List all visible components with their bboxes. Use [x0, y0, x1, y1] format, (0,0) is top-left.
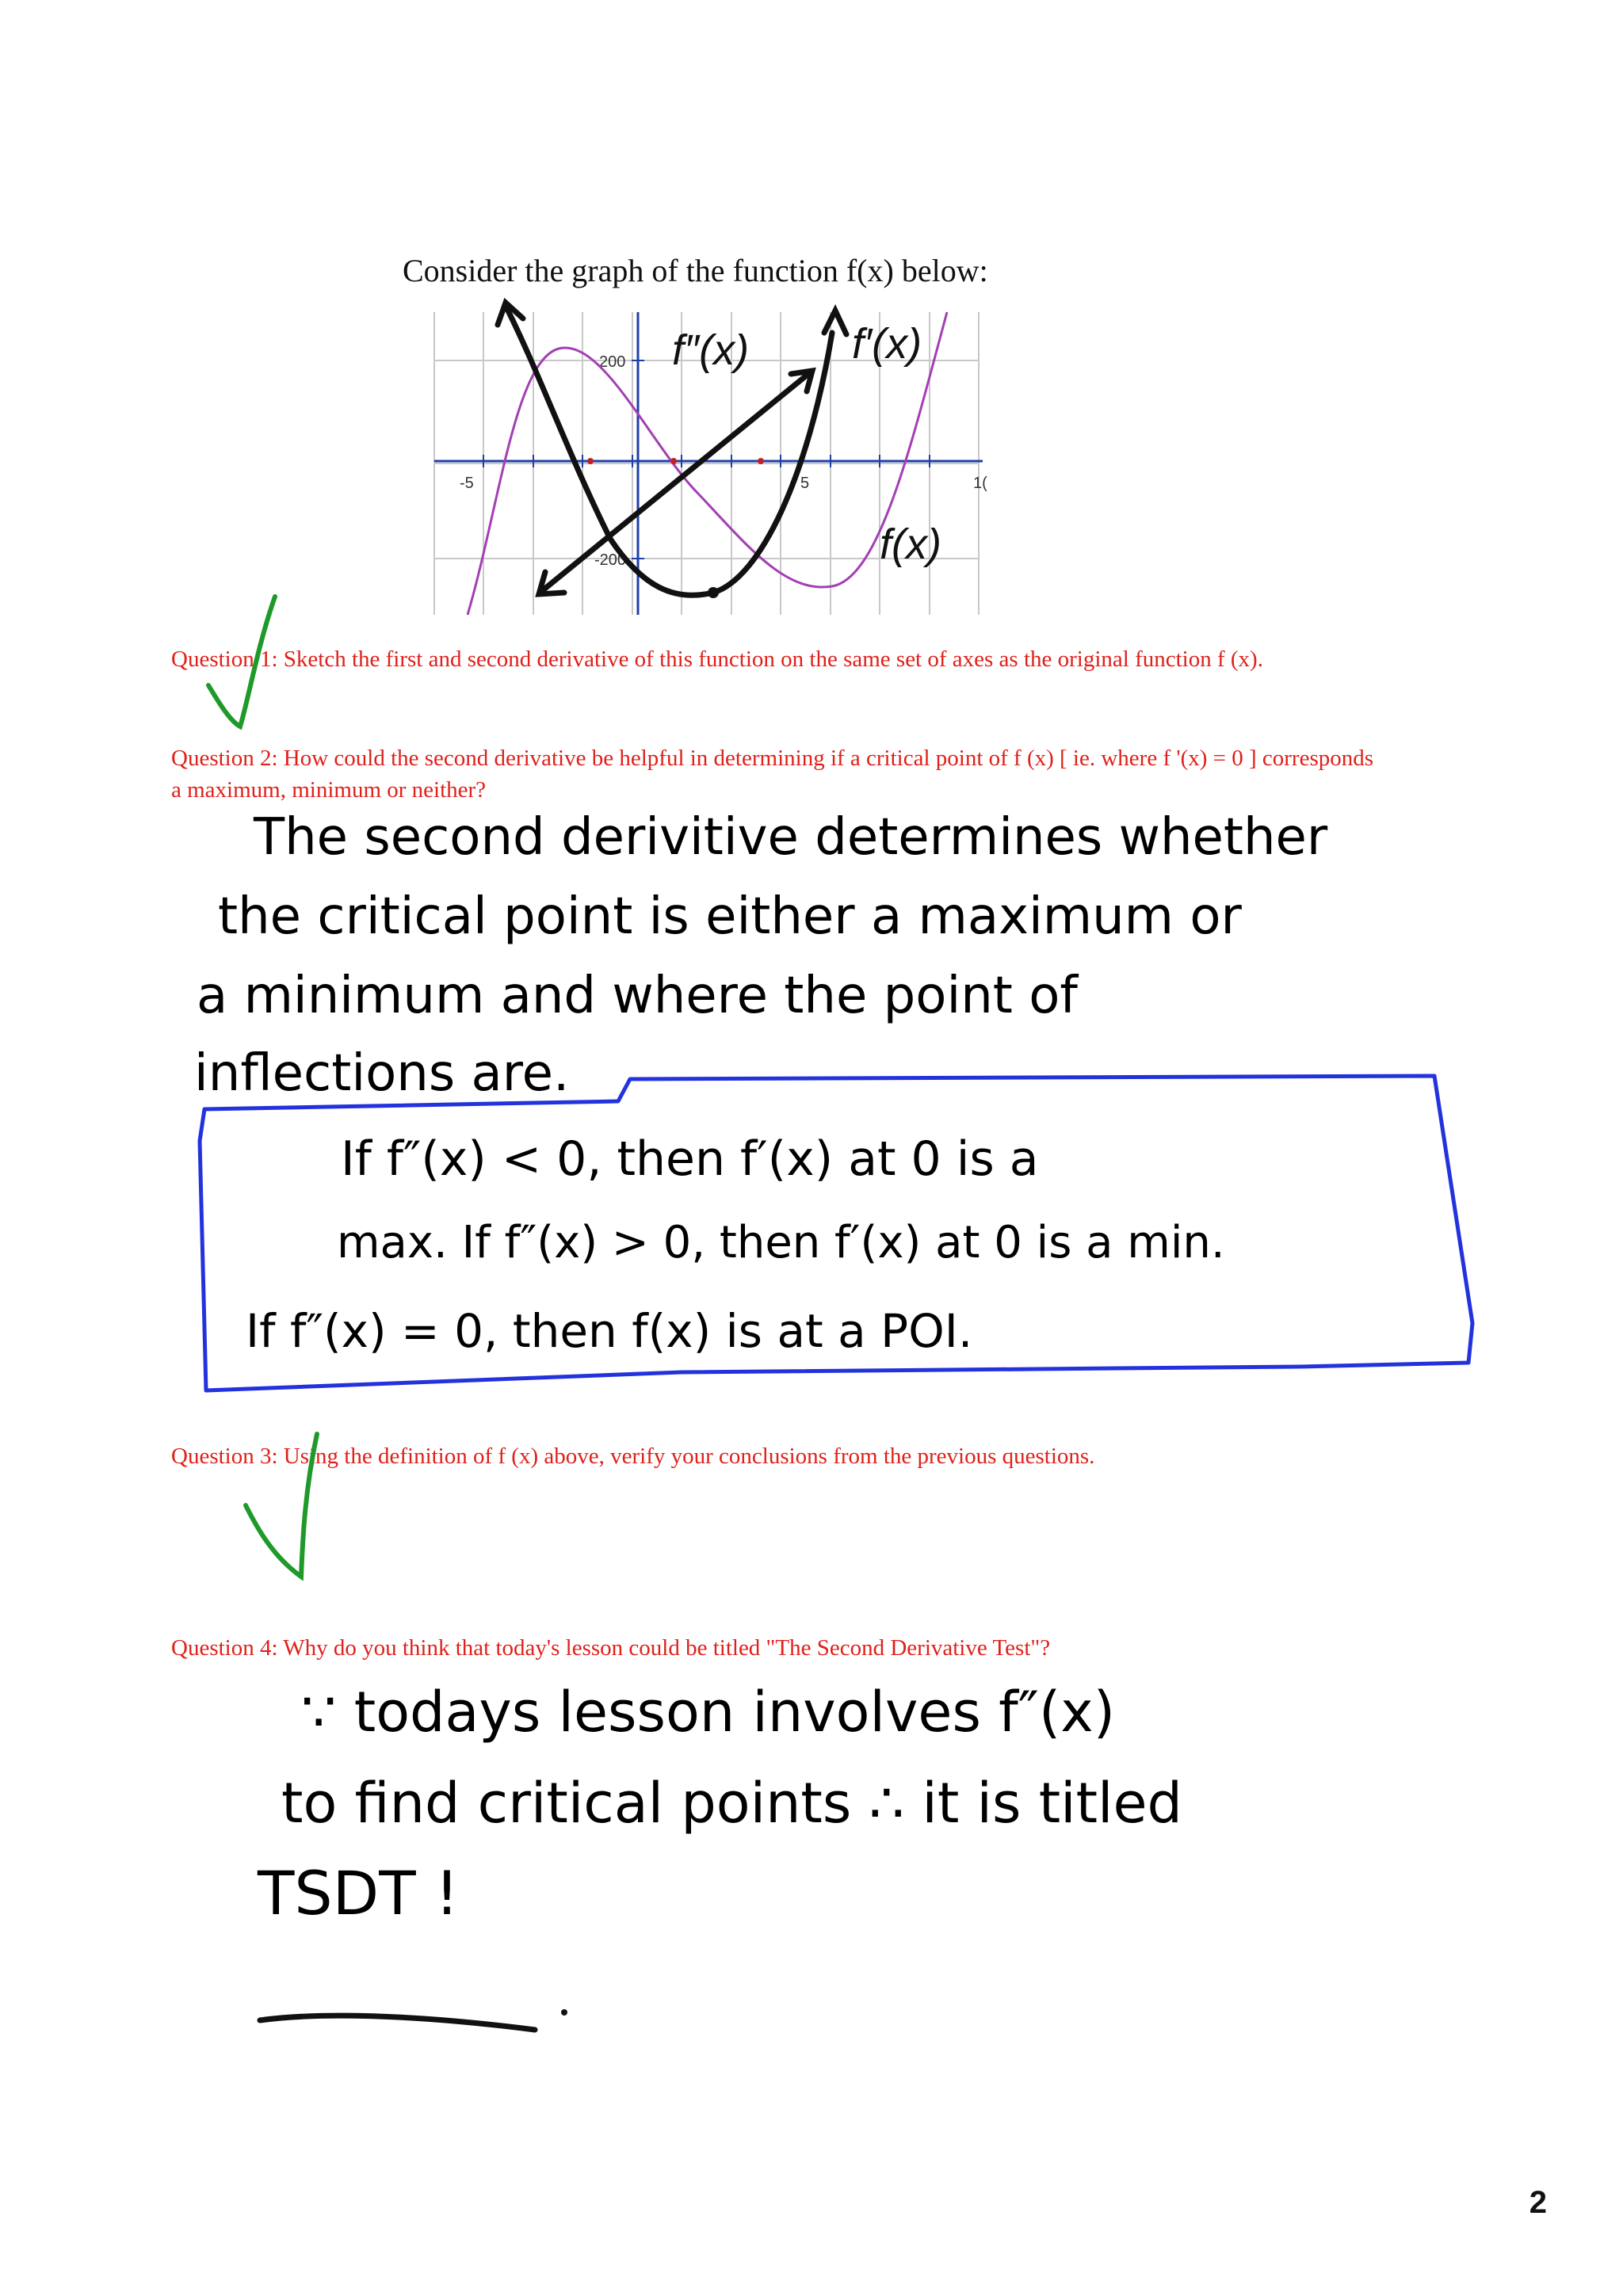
answer-2-line-2: the critical point is either a maximum or: [218, 887, 1242, 946]
answer-box-line-1: If f″(x) < 0, then f′(x) at 0 is a: [341, 1131, 1039, 1187]
check-mark-icon: [238, 1426, 325, 1585]
tick-label-y-200: 200: [599, 353, 626, 371]
question-4: Question 4: Why do you think that today's lesson could be titled "The Second Derivative Test"?: [171, 1635, 1051, 1661]
answer-2-line-4: inflections are.: [194, 1044, 570, 1103]
tick-label-y-neg200: -200: [594, 551, 627, 569]
first-derivative-label: f′(x): [852, 320, 922, 368]
first-derivative-sketch: [507, 309, 832, 595]
answer-4-line-2: to find critical points ∴ it is titled: [281, 1771, 1182, 1836]
question-2-line-2: a maximum, minimum or neither?: [171, 777, 487, 803]
question-2-line-1: Question 2: How could the second derivative be helpful in determining if a critical point of f (x) [ ie. where f '(x) = 0 ] corresponds: [171, 746, 1374, 771]
question-3: Question 3: Using the definition of f (x) above, verify your conclusions from the previous questions.: [171, 1444, 1095, 1469]
underline-stroke: [254, 2004, 586, 2052]
page-number: 2: [1529, 2185, 1547, 2220]
answer-2-line-3: a minimum and where the point of: [197, 967, 1078, 1025]
tick-label-x-10: 1(: [973, 475, 987, 492]
answer-4-line-1: ∵ todays lesson involves f″(x): [301, 1680, 1115, 1745]
answer-2-line-1: The second derivitive determines whether: [254, 808, 1328, 867]
second-derivative-label: f″(x): [672, 326, 750, 374]
page-title: Consider the graph of the function f(x) below:: [403, 253, 988, 288]
answer-4-line-3: TSDT !: [258, 1858, 460, 1928]
answer-box-line-3: If f″(x) = 0, then f(x) is at a POI.: [246, 1304, 973, 1358]
function-label: f(x): [880, 521, 941, 568]
tick-label-x-5: 5: [800, 475, 810, 492]
tick-label-x-neg5: -5: [460, 475, 474, 492]
answer-box-line-2: max. If f″(x) > 0, then f′(x) at 0 is a min.: [337, 1217, 1225, 1268]
function-graph: [412, 285, 999, 618]
check-mark-icon: [202, 590, 289, 733]
question-1: Question 1: Sketch the first and second derivative of this function on the same set of axes as the original function f (x).: [171, 646, 1263, 672]
